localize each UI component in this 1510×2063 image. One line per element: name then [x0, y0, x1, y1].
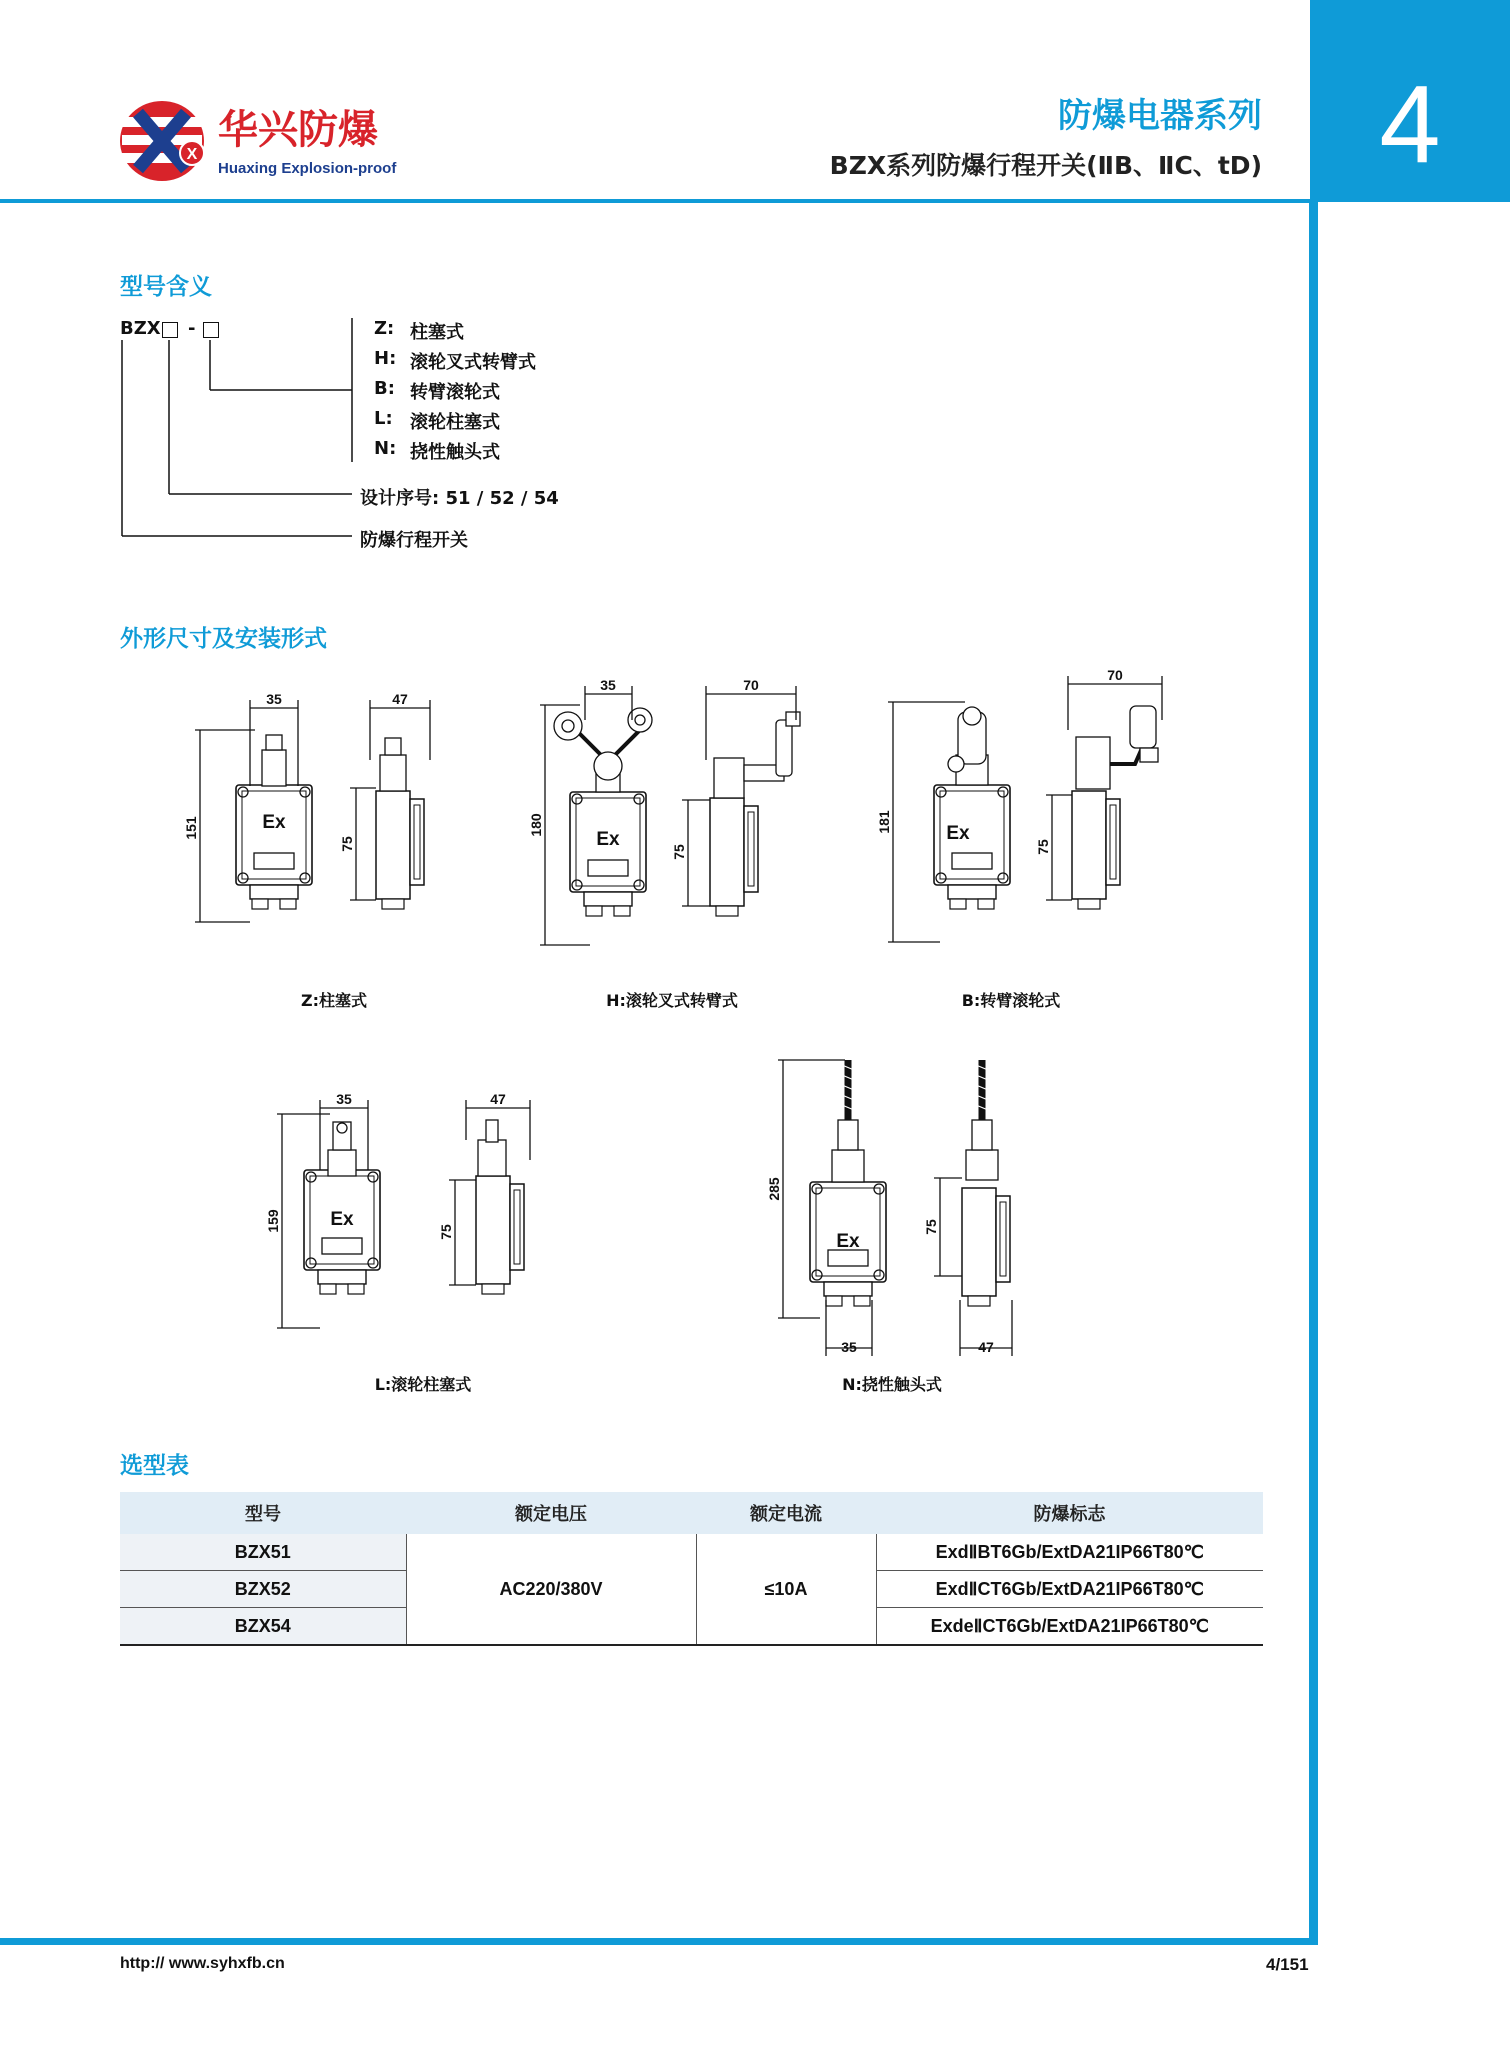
z-side-view: [350, 700, 430, 909]
b-depth-dim: 70: [1107, 667, 1123, 683]
logo-en-text: Huaxing Explosion-proof: [218, 160, 397, 177]
product-name-label: 防爆行程开关: [360, 530, 468, 551]
b-ex-mark: Ex: [946, 823, 970, 844]
h-width-dim: 35: [600, 677, 616, 693]
current-cell: ≤10A: [696, 1534, 876, 1645]
n-front-view: [778, 1060, 886, 1356]
b-front-view: [888, 702, 1010, 942]
type-code-n: N:: [374, 438, 397, 459]
right-rule: [1309, 200, 1318, 1945]
model-code-prefix: BZX: [120, 318, 161, 339]
l-ex-mark: Ex: [330, 1209, 354, 1230]
type-code-b: B:: [374, 378, 395, 399]
h-front-view: [540, 686, 652, 945]
caption-b: B:转臂滚轮式: [961, 991, 1061, 1010]
b-side-view: [1046, 676, 1162, 909]
exmark-cell: ExdeⅡCT6Gb/ExtDA21IP66T80℃: [876, 1608, 1263, 1646]
z-width-dim: 35: [266, 691, 282, 707]
type-name-h: 滚轮叉式转臂式: [410, 352, 536, 373]
chapter-tab: [1310, 0, 1510, 202]
h-side-view: [682, 686, 800, 916]
model-code-dash: -: [188, 318, 196, 339]
col-header-voltage: 额定电压: [406, 1492, 696, 1534]
h-ex-mark: Ex: [596, 829, 620, 850]
l-mount-dim: 75: [438, 1224, 454, 1240]
type-code-h: H:: [374, 348, 397, 369]
exmark-cell: ExdⅡBT6Gb/ExtDA21IP66T80℃: [876, 1534, 1263, 1571]
z-ex-mark: Ex: [262, 812, 286, 833]
l-depth-dim: 47: [490, 1091, 506, 1107]
model-cell: BZX51: [120, 1534, 406, 1571]
n-width-dim: 35: [841, 1339, 857, 1355]
h-mount-dim: 75: [671, 844, 687, 860]
dimensions-heading: 外形尺寸及安装形式: [120, 626, 327, 652]
table-row: [120, 1534, 1263, 1571]
h-depth-dim: 70: [743, 677, 759, 693]
l-side-view: [449, 1100, 530, 1294]
b-mount-dim: 75: [1035, 839, 1051, 855]
n-mount-dim: 75: [923, 1219, 939, 1235]
h-height-dim: 180: [528, 813, 544, 837]
l-front-view: [277, 1100, 380, 1328]
voltage-cell: AC220/380V: [406, 1534, 696, 1645]
page-number: 4/151: [1266, 1955, 1309, 1974]
model-cell: BZX52: [120, 1571, 406, 1608]
z-front-view: [195, 700, 312, 922]
col-header-model: 型号: [120, 1492, 406, 1534]
z-mount-dim: 75: [339, 836, 355, 852]
product-title: BZX系列防爆行程开关(ⅡB、ⅡC、tD): [829, 151, 1262, 180]
design-number-label: 设计序号: 51 / 52 / 54: [360, 488, 559, 509]
footer-rule: [0, 1938, 1318, 1945]
n-side-view: [934, 1060, 1012, 1356]
footer-url: http:// www.syhxfb.cn: [120, 1955, 285, 1972]
selection-table: [120, 1492, 1263, 1646]
svg-text:X: X: [186, 146, 198, 163]
caption-n: N:挠性触头式: [842, 1375, 942, 1394]
model-meaning-heading: 型号含义: [120, 274, 212, 300]
n-height-dim: 285: [766, 1177, 782, 1201]
b-height-dim: 181: [876, 810, 892, 834]
type-code-l: L:: [374, 408, 393, 429]
table-header-row: [120, 1492, 1263, 1534]
caption-l: L:滚轮柱塞式: [374, 1375, 472, 1394]
type-name-n: 挠性触头式: [410, 442, 500, 463]
n-depth-dim: 47: [978, 1339, 994, 1355]
z-depth-dim: 47: [392, 691, 408, 707]
type-name-l: 滚轮柱塞式: [410, 412, 500, 433]
model-cell: BZX54: [120, 1608, 406, 1646]
type-name-b: 转臂滚轮式: [410, 382, 500, 403]
chapter-number: 4: [1379, 63, 1441, 186]
type-name-z: 柱塞式: [410, 322, 464, 343]
col-header-exmark: 防爆标志: [876, 1492, 1263, 1534]
caption-h: H:滚轮叉式转臂式: [606, 991, 738, 1010]
col-header-current: 额定电流: [696, 1492, 876, 1534]
exmark-cell: ExdⅡCT6Gb/ExtDA21IP66T80℃: [876, 1571, 1263, 1608]
type-code-z: Z:: [374, 318, 395, 339]
logo-cn-text: 华兴防爆: [218, 108, 378, 152]
n-ex-mark: Ex: [836, 1231, 860, 1252]
series-title: 防爆电器系列: [1058, 96, 1262, 136]
selection-heading: 选型表: [120, 1453, 189, 1479]
l-width-dim: 35: [336, 1091, 352, 1107]
caption-z: Z:柱塞式: [300, 991, 368, 1010]
l-height-dim: 159: [265, 1209, 281, 1233]
z-height-dim: 151: [183, 816, 199, 840]
